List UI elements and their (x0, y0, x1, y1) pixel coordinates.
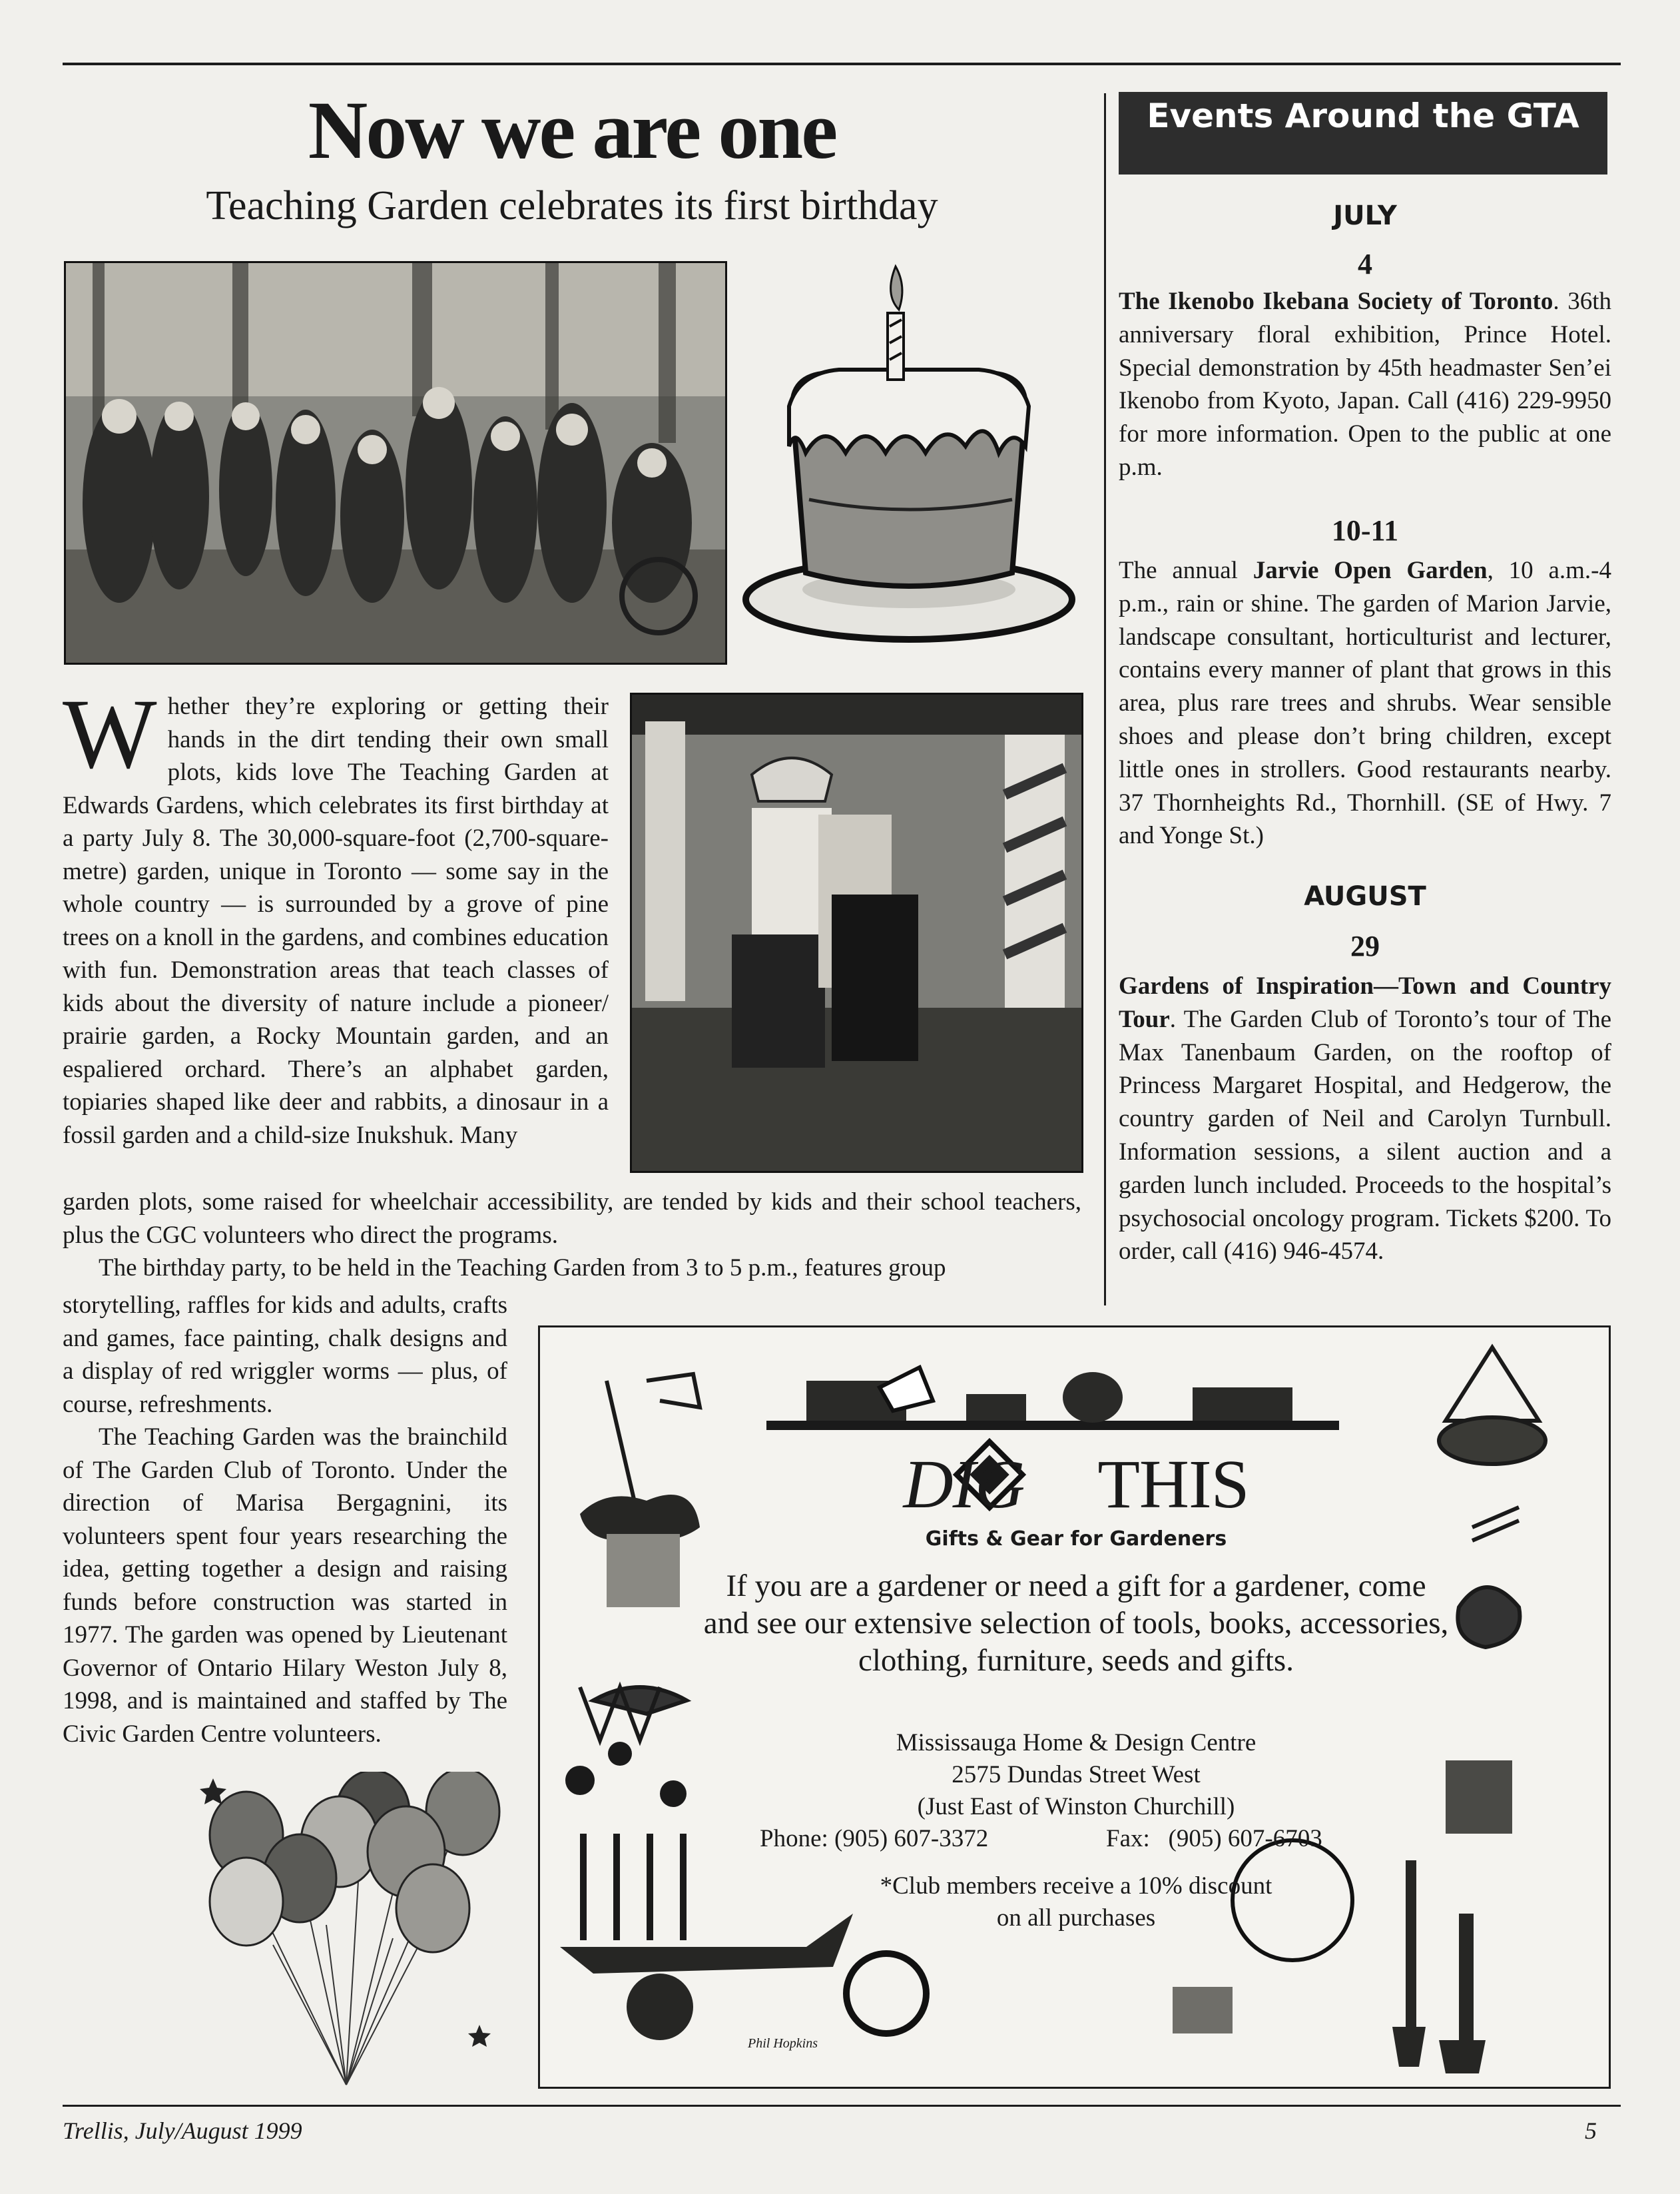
illustrator-signature: Phil Hopkins (748, 2036, 818, 2051)
garden-tools-illustration (540, 1327, 1609, 2087)
drop-cap: W (63, 679, 157, 789)
balloons-illustration (200, 1772, 513, 2091)
event-listing-ikenobo (1119, 285, 1611, 484)
event-month-july: JULY (1333, 200, 1397, 231)
event-title: Jarvie Open Garden (1253, 557, 1488, 584)
discount-line: *Club members receive a 10% discount (880, 1872, 1272, 1900)
event-date: 10-11 (1331, 514, 1399, 547)
event-date: 29 (1350, 930, 1380, 962)
event-description: , 10 a.m.-4 p.m., rain or shine. The garden of Marion Jarvie, landscape consultant, horticulturist and lecturer, contains every manner of plant that grows in this area, plus rare trees and shrubs. Wear sensible shoes and please don’t bring children, except little ones in strollers. Good restaurants nearby. 37 Thornheights Rd., Thornhill. (SE of Hwy. 7 and Yonge St.) (1119, 557, 1611, 850)
ad-fax: Fax: (905) 607-6703 (1106, 1825, 1322, 1852)
article-paragraph-1-continued: garden plots, some raised for wheelchair accessibility, are tended by kids and their school teachers, plus the CGC volunteers who direct the programs. (63, 1188, 1081, 1249)
top-rule (63, 63, 1621, 65)
bottom-rule (63, 2105, 1621, 2107)
article-body-column (63, 679, 609, 1152)
event-title: The Ikenobo Ikebana Society of Toronto (1119, 288, 1553, 315)
event-month-august: AUGUST (1304, 881, 1426, 912)
page-number: 5 (1585, 2117, 1597, 2144)
dig-this-advertisement (538, 1325, 1611, 2089)
article-paragraph-2-continued: storytelling, raffles for kids and adults, crafts and games, face painting, chalk designs and a display of red wriggler worms — plus, of course, refreshments. (63, 1291, 507, 1418)
footer-publication: Trellis, July/August 1999 (63, 2117, 302, 2144)
logo-text-right: THIS (1097, 1446, 1249, 1523)
event-description: . The Garden Club of Toronto’s tour of The Max Tanenbaum Garden, on the rooftop of Princess Margaret Hospital, and Hedgerow, the country garden of Neil and Carolyn Turnbull. Information sessions, a silent auction and a garden lunch included. Proceeds to the hospital’s psychosocial oncology program. Tickets $200. To order, call (416) 946-4574. (1119, 1005, 1611, 1266)
dig-this-logo (693, 1446, 1459, 1523)
discount-line: on all purchases (996, 1904, 1156, 1932)
article-paragraph-1: hether they’re exploring or getting their hands in the dirt tending their own small plots, kids love The Teaching Garden at Edwards Gardens, which celebrates its first birthday at a party July 8. The 30,000-square-foot (2,700-square-metre) garden, unique in Toronto — some say in the whole country — is surrounded by a grove of pine trees on a knoll in the gardens, and combines education with fun. Demonstration areas that teach classes of kids about the diversity of nature include a pioneer/ prairie garden, a Rocky Mountain garden, and an espaliered orchard. There’s an alphabet garden, topiaries shaped like deer and rabbits, a dinosaur in a fossil garden and a child-size Inukshuk. Many (63, 693, 609, 1149)
group-photo (64, 261, 727, 665)
address-line: (Just East of Winston Churchill) (917, 1793, 1235, 1820)
event-listing-jarvie (1119, 554, 1611, 853)
ad-discount (700, 1870, 1452, 1934)
article-body-wide (63, 1186, 1081, 1285)
ad-pitch: If you are a gardener or need a gift for a gardener, come and see our extensive selection of tools, books, accessories, clothing, furniture, seeds and gifts. (703, 1569, 1449, 1678)
address-line: 2575 Dundas Street West (952, 1761, 1201, 1788)
events-header: Events Around the GTA (1119, 92, 1607, 175)
event-description: . 36th anniversary floral exhibition, Prince Hotel. Special demonstration by 45th headmaster Sen’ei Ikenobo from Kyoto, Japan. Call (416) 229-9950 for more information. Open to the public at one p.m. (1119, 288, 1611, 481)
ad-phone: Phone: (905) 607-3372 (760, 1825, 989, 1852)
article-body-narrow (63, 1289, 507, 1750)
ad-tagline: Gifts & Gear for Gardeners (925, 1527, 1227, 1551)
event-listing-gardens-of-inspiration (1119, 970, 1611, 1268)
logo-text-left: DIG (903, 1446, 1025, 1523)
event-intro: The annual (1119, 557, 1253, 584)
column-rule (1104, 93, 1106, 1305)
birthday-cake-illustration (732, 253, 1085, 666)
address-line: Mississauga Home & Design Centre (896, 1729, 1257, 1756)
page-title: Now we are one (308, 85, 836, 176)
ad-address (700, 1727, 1452, 1823)
article-paragraph-2: The birthday party, to be held in the Teaching Garden from 3 to 5 p.m., features group (99, 1254, 946, 1281)
kids-walking-photo (630, 693, 1083, 1173)
subheadline: Teaching Garden celebrates its first birthday (206, 183, 938, 228)
article-paragraph-3: The Teaching Garden was the brainchild of The Garden Club of Toronto. Under the direction of Marisa Bergagnini, its volunteers spent four years researching the idea, getting together a design and raising funds before construction was started in 1977. The garden was opened by Lieutenant Governor of Ontario Hilary Weston July 8, 1998, and is maintained and staffed by The Civic Garden Centre volunteers. (63, 1423, 507, 1748)
event-date: 4 (1358, 248, 1372, 280)
event-title: Gardens of Inspiration—Town and Country Tour (1119, 972, 1611, 1033)
